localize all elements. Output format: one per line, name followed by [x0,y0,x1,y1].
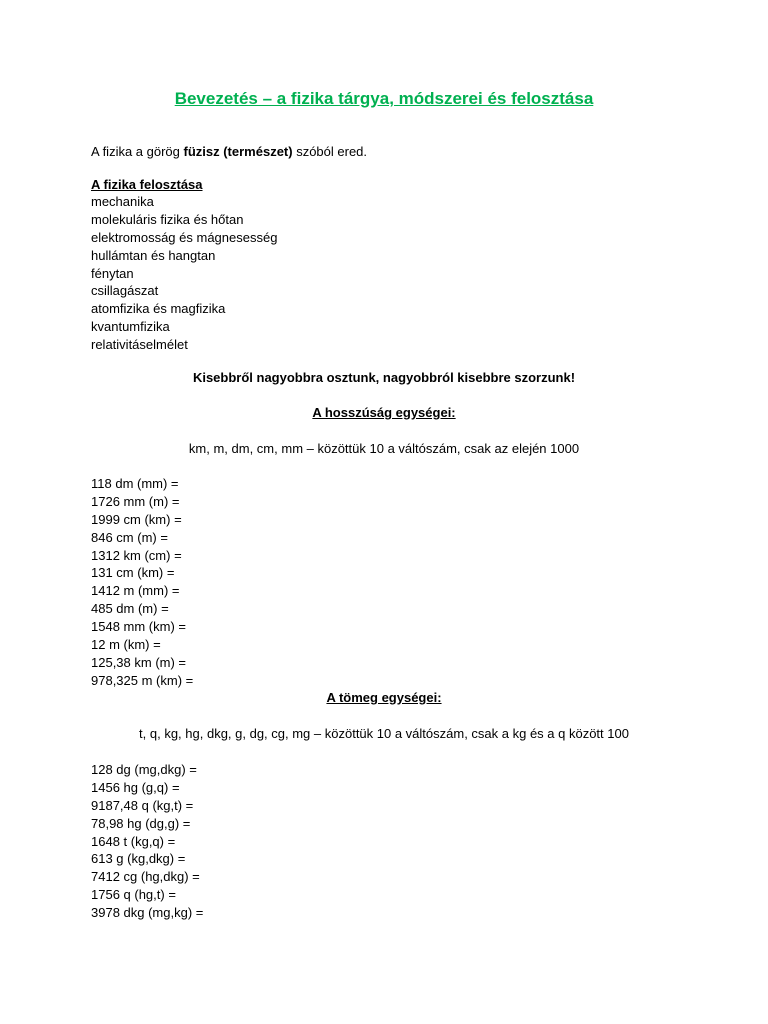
conversion-rule: Kisebbről nagyobbra osztunk, nagyobbról kisebbre szorzunk! [192,370,576,385]
length-exercise: 1726 mm (m) = [91,493,180,509]
division-list-item: kvantumfizika [91,319,170,335]
length-exercise: 131 cm (km) = [91,565,175,581]
mass-exercise: 7412 cg (hg,dkg) = [91,869,200,885]
length-exercise: 1548 mm (km) = [91,619,186,635]
mass-exercise: 78,98 hg (dg,g) = [91,815,191,831]
mass-exercise: 1648 t (kg,q) = [91,833,176,849]
intro-paragraph [91,143,367,161]
division-heading: A fizika felosztása [91,177,203,192]
division-list-item: atomfizika és magfizika [91,301,226,317]
length-exercise: 125,38 km (m) = [91,654,187,670]
mass-heading: A tömeg egységei: [326,690,442,705]
mass-exercise: 9187,48 q (kg,t) = [91,797,194,813]
intro-bold-term: füzisz (természet) [183,144,293,159]
length-exercise-list [91,475,193,690]
division-list-item: fénytan [91,265,134,281]
intro-suffix: szóból ered. [292,144,368,159]
length-exercise: 485 dm (m) = [91,601,169,617]
mass-exercise: 1756 q (hg,t) = [91,887,176,903]
mass-exercise-list [91,761,203,922]
division-list-item: molekuláris fizika és hőtan [91,211,244,227]
length-exercise: 1412 m (mm) = [91,583,180,599]
length-exercise: 118 dm (mm) = [91,476,179,491]
length-heading: A hosszúság egységei: [312,405,456,420]
mass-exercise: 3978 dkg (mg,kg) = [91,905,204,921]
division-list-item: mechanika [91,194,154,209]
mass-exercise: 128 dg (mg,dkg) = [91,762,197,777]
mass-exercise: 1456 hg (g,q) = [91,779,180,795]
page-title: Bevezetés – a fizika tárgya, módszerei és felosztása [174,89,594,108]
division-list-item: csillagászat [91,283,159,299]
mass-exercise: 613 g (kg,dkg) = [91,851,186,867]
intro-prefix: A fizika a görög [91,144,184,159]
length-exercise: 1312 km (cm) = [91,547,182,563]
length-exercise: 12 m (km) = [91,637,161,653]
division-list-item: relativitáselmélet [91,337,188,353]
length-exercise: 846 cm (m) = [91,529,168,545]
length-exercise: 978,325 m (km) = [91,672,194,688]
division-list-item: elektromosság és mágnesesség [91,229,278,245]
division-list-item: hullámtan és hangtan [91,247,216,263]
mass-note: t, q, kg, hg, dkg, g, dg, cg, mg – közöttük 10 a váltószám, csak a kg és a q között 100 [139,726,629,741]
division-list [91,193,277,354]
length-note: km, m, dm, cm, mm – közöttük 10 a váltószám, csak az elején 1000 [188,441,580,456]
length-exercise: 1999 cm (km) = [91,511,182,527]
